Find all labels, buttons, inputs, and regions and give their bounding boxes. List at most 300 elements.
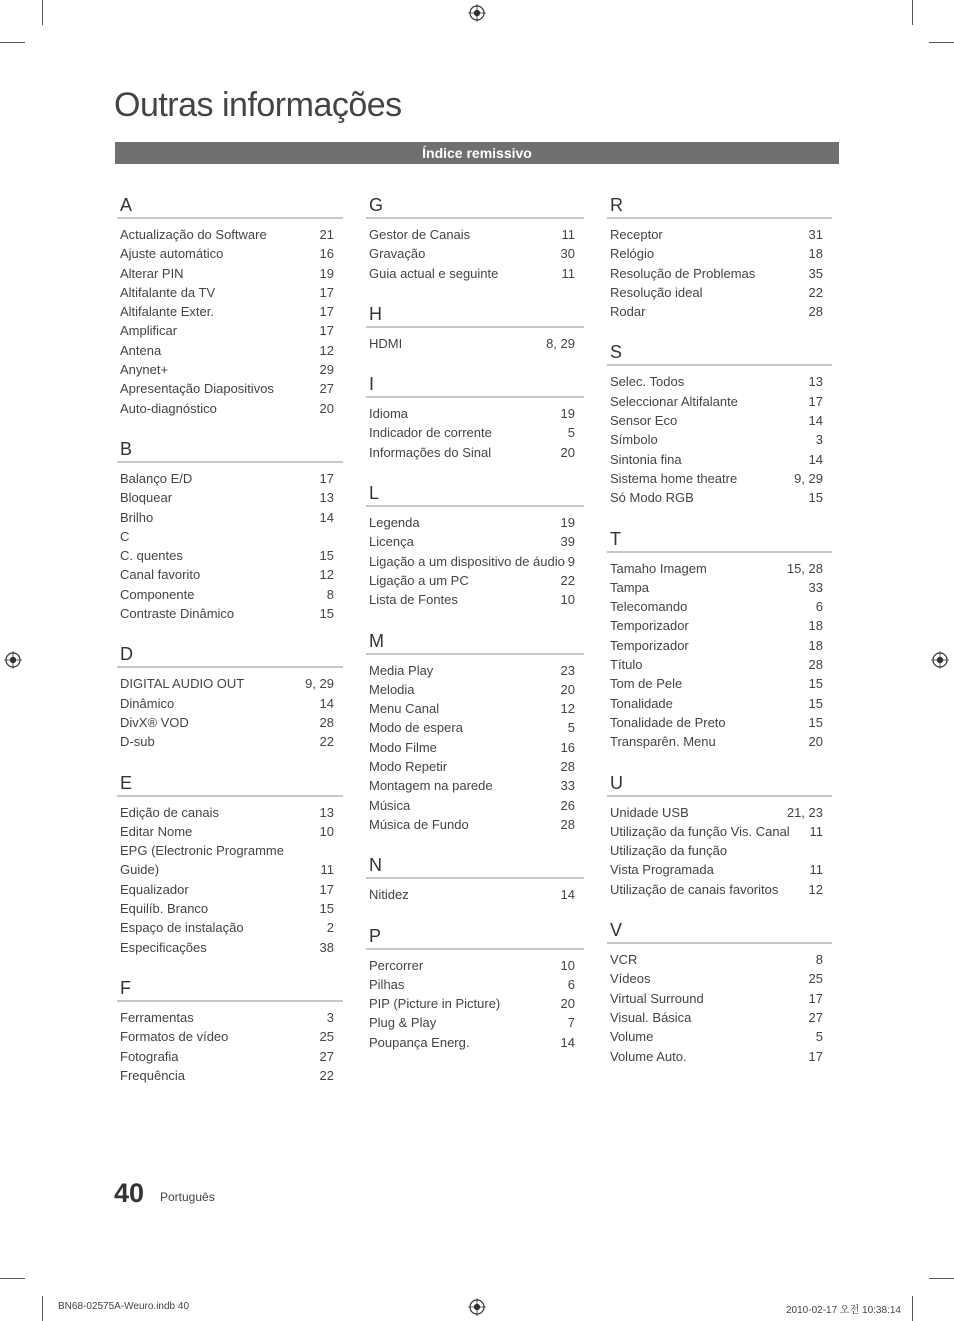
- entry-list: [607, 372, 832, 507]
- entry-pages: 8, 29: [546, 335, 575, 351]
- registration-mark-icon: [931, 651, 949, 669]
- entry-pages: 15, 28: [786, 560, 823, 576]
- index-entry: [607, 1008, 832, 1027]
- entry-pages: 35: [808, 265, 823, 281]
- index-section: [117, 976, 343, 1085]
- entry-term: Media Play: [369, 662, 434, 678]
- index-entry: [607, 713, 832, 732]
- entry-pages: 5: [567, 425, 575, 441]
- index-entry: [117, 1027, 343, 1046]
- entry-term: Formatos de vídeo: [120, 1029, 229, 1045]
- section-letter: L: [366, 481, 584, 507]
- entry-pages: 11: [809, 823, 823, 839]
- entry-term: DIGITAL AUDIO OUT: [120, 676, 245, 692]
- entry-pages: 19: [319, 265, 334, 281]
- index-entry: [117, 938, 343, 957]
- index-entry: [366, 885, 584, 904]
- entry-pages: 17: [319, 323, 334, 339]
- entry-pages: 22: [319, 1067, 334, 1083]
- index-entry: [117, 803, 343, 822]
- section-letter: N: [366, 853, 584, 879]
- entry-pages: 17: [808, 990, 823, 1006]
- index-entry: [607, 1027, 832, 1046]
- entry-pages: 28: [808, 657, 823, 673]
- entry-pages: 7: [567, 1015, 575, 1031]
- entry-pages: 20: [560, 444, 575, 460]
- entry-pages: 18: [808, 246, 823, 262]
- entry-pages: 22: [808, 284, 823, 300]
- index-entry: [117, 822, 343, 841]
- entry-term: Especificações: [120, 939, 207, 955]
- page-title: Outras informações: [114, 86, 402, 124]
- crop-mark: [929, 42, 954, 43]
- entry-term: Informações do Sinal: [369, 444, 492, 460]
- entry-term: Utilização da função Vista Programada: [610, 843, 728, 878]
- entry-pages: 30: [560, 246, 575, 262]
- registration-mark-icon: [468, 1298, 486, 1316]
- entry-pages: 15: [319, 606, 334, 622]
- index-entry: [117, 469, 343, 488]
- entry-term: Símbolo: [610, 432, 658, 448]
- index-section: [607, 771, 832, 899]
- entry-term: EPG (Electronic Programme Guide): [120, 843, 284, 878]
- entry-term: Resolução ideal: [610, 284, 703, 300]
- entry-pages: 14: [808, 451, 823, 467]
- index-entry: [607, 950, 832, 969]
- entry-pages: 17: [808, 393, 823, 409]
- index-entry: [366, 423, 584, 442]
- entry-pages: 12: [808, 881, 823, 897]
- index-entry: [366, 699, 584, 718]
- index-entry: [366, 994, 584, 1013]
- entry-pages: 3: [815, 432, 823, 448]
- entry-pages: 19: [560, 406, 575, 422]
- section-letter: F: [117, 976, 343, 1002]
- entry-pages: 14: [319, 509, 334, 525]
- entry-list: [366, 956, 584, 1052]
- footer-file-info: BN68-02575A-Weuro.indb 40: [58, 1301, 190, 1312]
- index-entry: [607, 578, 832, 597]
- entry-term: Nitidez: [369, 887, 409, 903]
- crop-mark: [0, 1278, 25, 1279]
- entry-pages: 23: [560, 662, 575, 678]
- entry-term: Editar Nome: [120, 823, 193, 839]
- entry-term: Sintonia fina: [610, 451, 682, 467]
- entry-term: Brilho: [120, 509, 154, 525]
- entry-pages: 29: [319, 362, 334, 378]
- entry-term: Edição de canais: [120, 804, 220, 820]
- index-section: [607, 340, 832, 507]
- entry-term: Equilíb. Branco: [120, 901, 209, 917]
- entry-term: Só Modo RGB: [610, 490, 694, 506]
- entry-pages: 11: [561, 265, 575, 281]
- index-entry: [117, 899, 343, 918]
- entry-pages: 28: [319, 714, 334, 730]
- entry-term: Resolução de Problemas: [610, 265, 756, 281]
- entry-term: Transparên. Menu: [610, 734, 716, 750]
- entry-term: Seleccionar Altifalante: [610, 393, 738, 409]
- entry-list: [117, 803, 343, 957]
- entry-term: Fotografia: [120, 1048, 179, 1064]
- crop-mark: [912, 1296, 913, 1321]
- index-entry: [607, 430, 832, 449]
- index-entry: [607, 803, 832, 822]
- entry-pages: 12: [319, 342, 334, 358]
- entry-pages: 21, 23: [786, 804, 823, 820]
- index-entry: [607, 597, 832, 616]
- registration-mark-icon: [4, 651, 22, 669]
- entry-term: Ligação a um dispositivo de áudio: [369, 553, 565, 569]
- index-entry: [117, 1008, 343, 1027]
- entry-term: Espaço de instalação: [120, 920, 244, 936]
- index-entry: [117, 1047, 343, 1066]
- entry-term: Vídeos: [610, 971, 651, 987]
- entry-pages: 9, 29: [305, 676, 334, 692]
- entry-term: Tampa: [610, 579, 650, 595]
- entry-pages: 6: [567, 976, 575, 992]
- entry-term: Percorrer: [369, 957, 424, 973]
- entry-term: Alterar PIN: [120, 265, 184, 281]
- entry-pages: 12: [319, 567, 334, 583]
- index-section: [366, 372, 584, 462]
- crop-mark: [912, 0, 913, 25]
- page-number: 40: [114, 1178, 145, 1208]
- section-letter: I: [366, 372, 584, 398]
- entry-pages: 27: [808, 1009, 823, 1025]
- registration-mark-icon: [468, 4, 486, 22]
- section-letter: P: [366, 924, 584, 950]
- index-entry: [607, 225, 832, 244]
- entry-term: PIP (Picture in Picture): [369, 996, 501, 1012]
- entry-term: Frequência: [120, 1067, 186, 1083]
- entry-term: Modo de espera: [369, 720, 463, 736]
- entry-pages: 38: [319, 939, 334, 955]
- entry-pages: 8: [815, 952, 823, 968]
- entry-term: Ajuste automático: [120, 246, 224, 262]
- entry-pages: 22: [560, 572, 575, 588]
- entry-term: C. quentes: [120, 548, 183, 564]
- entry-term: Volume: [610, 1029, 654, 1045]
- entry-pages: 14: [319, 695, 334, 711]
- entry-term: Tonalidade de Preto: [610, 714, 726, 730]
- index-entry: [607, 694, 832, 713]
- entry-pages: 15: [319, 548, 334, 564]
- index-entry: [607, 372, 832, 391]
- index-entry: [117, 713, 343, 732]
- index-entry: [607, 636, 832, 655]
- entry-list: [607, 225, 832, 321]
- entry-term: Menu Canal: [369, 701, 440, 717]
- index-entry: [607, 488, 832, 507]
- footer-timestamp: 2010-02-17 오전 10:38:14: [786, 1305, 901, 1316]
- crop-mark: [42, 1296, 43, 1321]
- index-entry: [117, 508, 343, 527]
- entry-term: Utilização da função Vis. Canal: [610, 823, 790, 839]
- crop-mark: [42, 0, 43, 25]
- entry-term: Balanço E/D: [120, 470, 193, 486]
- entry-term: Sensor Eco: [610, 413, 678, 429]
- index-section: [607, 527, 832, 752]
- section-letter: B: [117, 437, 343, 463]
- section-letter: M: [366, 629, 584, 655]
- section-letter: G: [366, 193, 584, 219]
- index-entry: [117, 264, 343, 283]
- index-entry: [607, 283, 832, 302]
- index-entry: [607, 822, 832, 841]
- section-letter: R: [607, 193, 832, 219]
- entry-term: Ferramentas: [120, 1009, 194, 1025]
- index-entry: [117, 488, 343, 507]
- index-entry: [366, 264, 584, 283]
- entry-pages: 13: [319, 804, 334, 820]
- index-section: [117, 193, 343, 418]
- entry-term: Gravação: [369, 246, 426, 262]
- entry-term: Licença: [369, 534, 414, 550]
- entry-pages: 25: [808, 971, 823, 987]
- entry-term: Actualização do Software: [120, 227, 267, 242]
- index-entry: [607, 989, 832, 1008]
- entry-term: Rodar: [610, 304, 646, 320]
- index-section: [366, 924, 584, 1052]
- index-entry: [117, 527, 343, 546]
- section-banner: Índice remissivo: [115, 142, 839, 164]
- index-section: [117, 771, 343, 957]
- language-label: Português: [160, 1190, 215, 1204]
- entry-term: Selec. Todos: [610, 374, 685, 390]
- entry-pages: 11: [809, 862, 823, 878]
- index-entry: [607, 392, 832, 411]
- index-entry: [607, 411, 832, 430]
- entry-pages: 5: [815, 1029, 823, 1045]
- index-section: [366, 193, 584, 283]
- section-letter: E: [117, 771, 343, 797]
- index-entry: [607, 469, 832, 488]
- entry-term: Auto-diagnóstico: [120, 400, 217, 416]
- entry-term: Temporizador: [610, 618, 689, 634]
- entry-list: [366, 885, 584, 904]
- index-section: [366, 481, 584, 609]
- entry-list: [366, 661, 584, 835]
- entry-list: [366, 225, 584, 283]
- entry-term: Anynet+: [120, 362, 169, 378]
- index-section: [366, 629, 584, 835]
- entry-pages: 20: [808, 734, 823, 750]
- entry-term: Altifalante Exter.: [120, 304, 214, 320]
- entry-term: Lista de Fontes: [369, 592, 458, 608]
- entry-list: [366, 513, 584, 609]
- index-entry: [366, 552, 584, 571]
- index-entry: [366, 975, 584, 994]
- entry-pages: 17: [319, 881, 334, 897]
- entry-pages: 19: [560, 515, 575, 531]
- index-entry: [117, 341, 343, 360]
- entry-pages: 27: [319, 1048, 334, 1064]
- index-entry: [117, 379, 343, 398]
- entry-pages: 15: [808, 676, 823, 692]
- entry-term: Relógio: [610, 246, 655, 262]
- index-entry: [117, 283, 343, 302]
- index-section: [366, 302, 584, 353]
- index-entry: [366, 590, 584, 609]
- entry-list: [607, 803, 832, 899]
- entry-pages: 10: [560, 592, 575, 608]
- entry-term: Sistema home theatre: [610, 470, 738, 486]
- entry-term: Modo Filme: [369, 739, 437, 755]
- index-entry: [366, 956, 584, 975]
- entry-pages: 33: [808, 579, 823, 595]
- entry-pages: 28: [808, 304, 823, 320]
- index-entry: [366, 443, 584, 462]
- index-entry: [607, 559, 832, 578]
- index-entry: [607, 880, 832, 899]
- entry-pages: 14: [560, 1034, 575, 1050]
- entry-list: [117, 674, 343, 751]
- entry-pages: 14: [560, 887, 575, 903]
- index-entry: [607, 655, 832, 674]
- entry-pages: 17: [319, 470, 334, 486]
- entry-pages: 39: [560, 534, 575, 550]
- section-letter: T: [607, 527, 832, 553]
- entry-term: Idioma: [369, 406, 409, 422]
- entry-term: C: [120, 528, 130, 544]
- entry-pages: 28: [560, 759, 575, 775]
- entry-pages: 20: [560, 681, 575, 697]
- index-entry: [117, 604, 343, 623]
- entry-term: Unidade USB: [610, 804, 689, 820]
- entry-term: VCR: [610, 952, 638, 968]
- entry-pages: 10: [319, 823, 334, 839]
- entry-pages: 27: [319, 381, 334, 397]
- entry-pages: 33: [560, 778, 575, 794]
- entry-pages: 25: [319, 1029, 334, 1045]
- section-letter: H: [366, 302, 584, 328]
- entry-pages: 9, 29: [794, 470, 823, 486]
- entry-term: Plug & Play: [369, 1015, 437, 1031]
- entry-term: Tonalidade: [610, 695, 673, 711]
- entry-term: Legenda: [369, 515, 420, 531]
- index-entry: [366, 796, 584, 815]
- index-column-2: [366, 193, 584, 1071]
- index-entry: [117, 674, 343, 693]
- index-entry: [366, 334, 584, 353]
- entry-list: [366, 404, 584, 462]
- entry-term: Música de Fundo: [369, 816, 469, 832]
- entry-pages: 18: [808, 637, 823, 653]
- index-entry: [117, 1066, 343, 1085]
- index-section: [607, 193, 832, 321]
- index-entry: [117, 225, 343, 244]
- entry-list: [607, 950, 832, 1066]
- entry-pages: 6: [815, 599, 823, 615]
- index-entry: [117, 732, 343, 751]
- entry-term: Visual. Básica: [610, 1009, 692, 1025]
- entry-term: Guia actual e seguinte: [369, 265, 499, 281]
- index-entry: [366, 244, 584, 263]
- entry-term: Tom de Pele: [610, 676, 683, 692]
- entry-term: Melodia: [369, 681, 415, 697]
- index-entry: [607, 264, 832, 283]
- entry-term: Ligação a um PC: [369, 572, 469, 588]
- section-letter: V: [607, 918, 832, 944]
- index-section: [117, 437, 343, 623]
- index-entry: [607, 616, 832, 635]
- index-section: [607, 918, 832, 1066]
- section-letter: A: [117, 193, 343, 219]
- index-entry: [117, 244, 343, 263]
- entry-term: Apresentação Diapositivos: [120, 381, 274, 397]
- entry-term: Dinâmico: [120, 695, 175, 711]
- entry-pages: 15: [808, 714, 823, 730]
- entry-term: Montagem na parede: [369, 778, 493, 794]
- entry-term: Poupança Energ.: [369, 1034, 470, 1050]
- index-entry: [117, 360, 343, 379]
- entry-pages: 21: [319, 227, 334, 242]
- index-entry: [366, 718, 584, 737]
- index-entry: [366, 532, 584, 551]
- index-entry: [366, 776, 584, 795]
- entry-term: Componente: [120, 586, 195, 602]
- index-entry: [607, 674, 832, 693]
- entry-pages: 31: [808, 227, 823, 242]
- entry-list: [607, 559, 832, 752]
- entry-pages: 17: [319, 304, 334, 320]
- entry-pages: 15: [808, 490, 823, 506]
- index-entry: [366, 1033, 584, 1052]
- entry-term: Temporizador: [610, 637, 689, 653]
- entry-pages: 2: [326, 920, 334, 936]
- index-section: [117, 642, 343, 751]
- entry-pages: 17: [319, 284, 334, 300]
- section-letter: U: [607, 771, 832, 797]
- entry-pages: 14: [808, 413, 823, 429]
- index-entry: [607, 1047, 832, 1066]
- index-entry: [366, 661, 584, 680]
- entry-pages: 17: [808, 1048, 823, 1064]
- index-entry: [366, 513, 584, 532]
- entry-term: Título: [610, 657, 643, 673]
- entry-term: Tamaho Imagem: [610, 560, 707, 576]
- index-column-3: [607, 193, 832, 1085]
- entry-term: Canal favorito: [120, 567, 201, 583]
- entry-pages: 16: [319, 246, 334, 262]
- entry-term: Receptor: [610, 227, 663, 242]
- entry-pages: 12: [560, 701, 575, 717]
- crop-mark: [929, 1278, 954, 1279]
- entry-pages: 3: [326, 1009, 334, 1025]
- index-entry: [117, 694, 343, 713]
- entry-pages: 20: [319, 400, 334, 416]
- entry-pages: 16: [560, 739, 575, 755]
- entry-pages: 18: [808, 618, 823, 634]
- entry-term: Indicador de corrente: [369, 425, 492, 441]
- index-entry: [117, 880, 343, 899]
- entry-pages: 22: [319, 734, 334, 750]
- entry-term: Antena: [120, 342, 162, 358]
- section-letter: D: [117, 642, 343, 668]
- entry-term: Altifalante da TV: [120, 284, 216, 300]
- entry-term: DivX® VOD: [120, 714, 189, 730]
- entry-pages: 26: [560, 797, 575, 813]
- entry-list: [366, 334, 584, 353]
- entry-term: Bloquear: [120, 490, 173, 506]
- index-entry: [117, 399, 343, 418]
- entry-pages: 11: [320, 862, 334, 878]
- entry-term: Música: [369, 797, 411, 813]
- entry-pages: 13: [319, 490, 334, 506]
- index-entry: [117, 585, 343, 604]
- entry-pages: 11: [561, 227, 575, 242]
- section-letter: S: [607, 340, 832, 366]
